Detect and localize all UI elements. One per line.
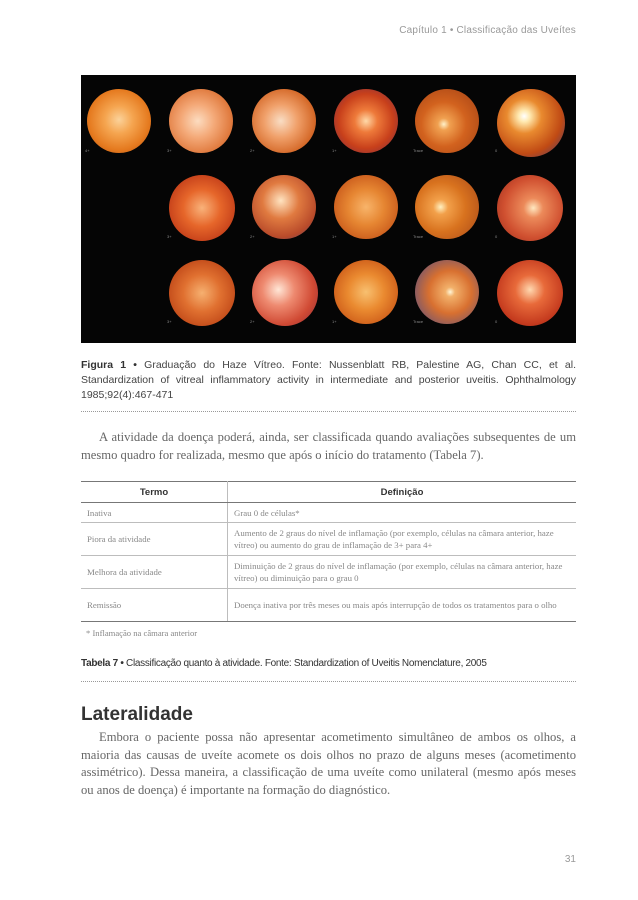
fundus-photo <box>334 175 398 239</box>
table-caption-lead: Tabela 7 • <box>81 658 124 669</box>
paragraph <box>81 729 576 799</box>
table-cell-term: Remissão <box>81 589 228 622</box>
grade-label: 2+ <box>250 319 255 324</box>
fundus-photo <box>87 89 151 153</box>
table-caption-text: Classificação quanto à atividade. Fonte: Standardization of Uveitis Nomenclature, 2005 <box>123 658 487 669</box>
grade-label: Trace <box>413 148 424 153</box>
table-cell-term: Piora da atividade <box>81 523 228 556</box>
paragraph-text: Embora o paciente possa não apresentar acometimento simultâneo de ambos os olhos, a maioria das causas de uveíte acomete os dois olhos no prazo de alguns meses (acometimento assimétrico). Dessa maneira, a classificação de uma uveíte como unilateral (mesmo após meses ou anos de doença) é importante na formação do diagnóstico. <box>81 730 576 797</box>
grade-label: 1+ <box>332 148 337 153</box>
table-cell-definition: Grau 0 de células* <box>228 503 577 523</box>
fundus-photo <box>415 89 479 153</box>
table-cell-term: Inativa <box>81 503 228 523</box>
fundus-photo <box>252 175 316 239</box>
grade-label: 4+ <box>85 148 90 153</box>
table-header-term: Termo <box>81 482 228 503</box>
figure-caption-lead: Figura 1 • <box>81 359 137 371</box>
grade-label: 3+ <box>167 148 172 153</box>
table-footnote: * Inflamação na câmara anterior <box>86 628 198 638</box>
table-row <box>81 523 576 556</box>
grade-label: 0 <box>495 148 498 153</box>
grade-label: 1+ <box>332 319 337 324</box>
grade-label: 2+ <box>250 234 255 239</box>
table-cell-definition: Aumento de 2 graus do nível de inflamação (por exemplo, células na câmara anterior, haze vítreo) ou aumento do grau de inflamação de 3+ para 4+ <box>228 523 577 556</box>
page-number: 31 <box>564 854 576 865</box>
table-row <box>81 556 576 589</box>
fundus-photo <box>497 175 563 241</box>
grade-label: 2+ <box>250 148 255 153</box>
divider <box>81 411 576 412</box>
table-caption <box>81 658 576 669</box>
fundus-figure <box>81 75 576 343</box>
fundus-photo <box>252 89 316 153</box>
figure-caption-text: Graduação do Haze Vítreo. Fonte: Nussenblatt RB, Palestine AG, Chan CC, et al. Standardization of vitreal inflammatory activity in intermediate and posterior uveitis. Ophthalmology 1985;92(4):467-471 <box>81 359 576 401</box>
fundus-photo <box>497 89 565 157</box>
fundus-photo <box>415 175 479 239</box>
running-header: Capítulo 1 • Classificação das Uveítes <box>399 25 576 36</box>
grade-label: 0 <box>495 234 498 239</box>
section-heading: Lateralidade <box>81 704 193 725</box>
table-cell-term: Melhora da atividade <box>81 556 228 589</box>
table-header-definition: Definição <box>228 482 577 503</box>
table-row <box>81 589 576 622</box>
paragraph <box>81 429 576 464</box>
fundus-photo <box>334 89 398 153</box>
fundus-photo <box>415 260 479 324</box>
fundus-photo <box>252 260 318 326</box>
fundus-photo <box>497 260 563 326</box>
grade-label: 1+ <box>332 234 337 239</box>
fundus-photo <box>169 260 235 326</box>
fundus-photo <box>169 89 233 153</box>
grade-label: Trace <box>413 234 424 239</box>
activity-table <box>81 481 576 622</box>
grade-label: 3+ <box>167 319 172 324</box>
table-cell-definition: Doença inativa por três meses ou mais após interrupção de todos os tratamentos para o olho <box>228 589 577 622</box>
paragraph-text: A atividade da doença poderá, ainda, ser classificada quando avaliações subsequentes de um mesmo quadro for realizada, mesmo que após o início do tratamento (Tabela 7). <box>81 430 576 462</box>
table-cell-definition: Diminuição de 2 graus do nível de inflamação (por exemplo, células na câmara anterior, haze vítreo) ou diminuição para o grau 0 <box>228 556 577 589</box>
fundus-photo <box>169 175 235 241</box>
grade-label: 3+ <box>167 234 172 239</box>
grade-label: 0 <box>495 319 498 324</box>
divider <box>81 681 576 682</box>
table-row <box>81 503 576 523</box>
figure-caption <box>81 358 576 403</box>
grade-label: Trace <box>413 319 424 324</box>
fundus-photo <box>334 260 398 324</box>
